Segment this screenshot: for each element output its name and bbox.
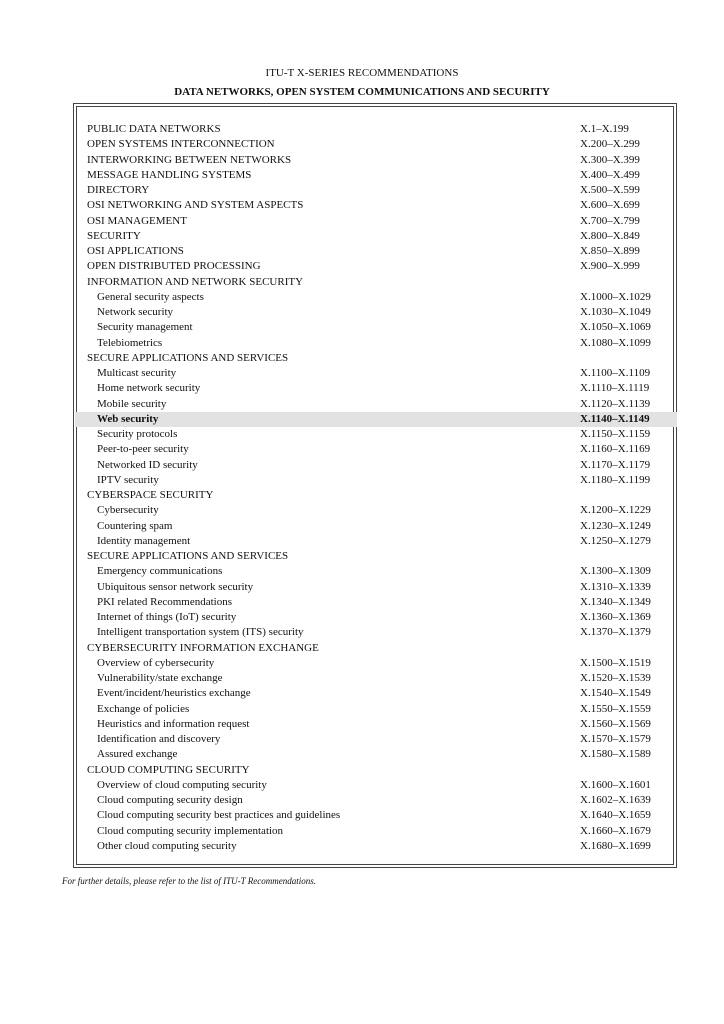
- table-row: [75, 458, 677, 473]
- table-row: [75, 747, 677, 762]
- table-row: [75, 366, 677, 381]
- row-range: X.1500–X.1519: [580, 656, 651, 669]
- row-range: X.1360–X.1369: [580, 611, 651, 623]
- row-label: INFORMATION AND NETWORK SECURITY: [87, 275, 304, 288]
- table-row: [75, 397, 677, 412]
- row-range: X.300–X.399: [580, 153, 640, 166]
- table-row: [75, 564, 677, 579]
- row-range: X.700–X.799: [580, 214, 640, 227]
- row-label: OSI APPLICATIONS: [87, 245, 184, 257]
- row-label: CYBERSPACE SECURITY: [87, 489, 214, 501]
- row-label: Overview of cloud computing security: [97, 778, 267, 791]
- row-range: X.1050–X.1069: [580, 321, 651, 334]
- row-range: X.1230–X.1249: [580, 519, 651, 532]
- row-range: X.1100–X.1109: [580, 367, 651, 379]
- row-range: X.500–X.599: [580, 184, 640, 196]
- table-row: [75, 503, 677, 518]
- table-row: [75, 595, 677, 610]
- row-label: Intelligent transportation system (ITS) security: [97, 626, 304, 639]
- row-label: MESSAGE HANDLING SYSTEMS: [87, 168, 252, 181]
- row-range: X.400–X.499: [580, 168, 640, 181]
- section-row: [75, 229, 677, 244]
- table-row: [75, 580, 677, 595]
- row-range: X.1300–X.1309: [580, 565, 651, 578]
- row-label: CLOUD COMPUTING SECURITY: [87, 763, 250, 776]
- section-row: [75, 351, 677, 366]
- row-label: Networked ID security: [97, 458, 198, 471]
- row-label: Cloud computing security implementation: [97, 824, 284, 837]
- table-row: [75, 808, 677, 823]
- section-row: [75, 214, 677, 229]
- table-row: [75, 381, 677, 396]
- row-label: SECURE APPLICATIONS AND SERVICES: [87, 550, 289, 562]
- row-range: X.1080–X.1099: [580, 336, 651, 349]
- row-label: Home network security: [97, 382, 201, 395]
- row-label: IPTV security: [97, 473, 159, 486]
- section-row: [75, 153, 677, 168]
- row-label: Cybersecurity: [97, 504, 159, 517]
- row-range: X.1150–X.1159: [580, 428, 651, 440]
- row-label: Multicast security: [97, 367, 177, 379]
- table-row: [75, 732, 677, 747]
- row-label: Event/incident/heuristics exchange: [97, 687, 251, 700]
- row-label: Heuristics and information request: [97, 717, 250, 730]
- row-range: X.1570–X.1579: [580, 733, 651, 745]
- table-row: [75, 793, 677, 808]
- row-range: X.1310–X.1339: [580, 580, 651, 593]
- section-row: [75, 183, 677, 198]
- row-label: Assured exchange: [97, 748, 178, 761]
- row-label: Telebiometrics: [97, 336, 163, 349]
- table-row: [75, 610, 677, 625]
- table-row: [75, 412, 677, 427]
- table-row: [75, 824, 677, 839]
- row-label: PKI related Recommendations: [97, 595, 233, 608]
- row-range: X.1580–X.1589: [580, 748, 651, 761]
- row-range: X.1030–X.1049: [580, 306, 651, 318]
- row-label: OSI MANAGEMENT: [87, 214, 187, 227]
- table-row: [75, 671, 677, 686]
- table-row: [75, 290, 677, 305]
- row-label: INTERWORKING BETWEEN NETWORKS: [87, 153, 292, 166]
- table-row: [75, 442, 677, 457]
- series-title: ITU-T X-SERIES RECOMMENDATIONS: [265, 67, 459, 79]
- row-range: X.600–X.699: [580, 199, 640, 212]
- table-row: [75, 702, 677, 717]
- row-range: X.1180–X.1199: [580, 473, 651, 486]
- row-label: Network security: [97, 306, 174, 318]
- section-row: [75, 198, 677, 213]
- table-row: [75, 305, 677, 320]
- row-label: CYBERSECURITY INFORMATION EXCHANGE: [87, 641, 319, 654]
- section-row: [75, 244, 677, 259]
- row-label: Cloud computing security best practices and guidelines: [97, 809, 341, 822]
- row-range: X.1660–X.1679: [580, 824, 651, 837]
- row-label: Vulnerability/state exchange: [97, 672, 223, 684]
- row-label: DIRECTORY: [87, 184, 150, 196]
- row-range: X.200–X.299: [580, 138, 640, 151]
- section-row: [75, 763, 677, 778]
- row-range: X.1140–X.1149: [580, 412, 650, 425]
- row-label: Countering spam: [97, 519, 173, 532]
- row-label: Identification and discovery: [97, 733, 221, 745]
- section-row: [75, 488, 677, 503]
- row-range: X.1340–X.1349: [580, 595, 651, 608]
- footer-note: For further details, please refer to the list of ITU-T Recommendations.: [62, 876, 316, 886]
- row-label: Peer-to-peer security: [97, 443, 189, 456]
- row-range: X.1200–X.1229: [580, 504, 651, 517]
- section-row: [75, 641, 677, 656]
- row-label: Identity management: [97, 534, 191, 547]
- row-range: X.850–X.899: [580, 245, 640, 257]
- section-row: [75, 259, 677, 274]
- row-range: X.1120–X.1139: [580, 397, 651, 410]
- row-label: Cloud computing security design: [97, 794, 243, 806]
- row-range: X.1600–X.1601: [580, 778, 651, 791]
- row-label: Mobile security: [97, 397, 167, 410]
- row-range: X.1000–X.1029: [580, 290, 651, 303]
- table-row: [75, 839, 677, 854]
- row-range: X.1–X.199: [580, 123, 629, 135]
- row-range: X.900–X.999: [580, 260, 640, 273]
- table-row: [75, 778, 677, 793]
- row-label: Exchange of policies: [97, 702, 190, 715]
- row-label: OPEN DISTRIBUTED PROCESSING: [87, 260, 261, 273]
- row-range: X.1680–X.1699: [580, 839, 651, 852]
- row-label: Security management: [97, 321, 193, 334]
- table-row: [75, 686, 677, 701]
- row-label: Security protocols: [97, 428, 178, 440]
- row-label: Emergency communications: [97, 565, 223, 578]
- row-label: SECURE APPLICATIONS AND SERVICES: [87, 351, 289, 364]
- row-range: X.1550–X.1559: [580, 702, 651, 715]
- row-label: Ubiquitous sensor network security: [97, 580, 254, 593]
- row-range: X.1160–X.1169: [580, 443, 651, 456]
- section-row: [75, 122, 677, 137]
- row-label: Internet of things (IoT) security: [97, 611, 237, 623]
- row-label: OPEN SYSTEMS INTERCONNECTION: [87, 138, 275, 151]
- row-range: X.1370–X.1379: [580, 626, 651, 639]
- table-row: [75, 320, 677, 335]
- section-row: [75, 549, 677, 564]
- row-range: X.1520–X.1539: [580, 672, 651, 684]
- row-range: X.1110–X.1119: [580, 382, 650, 395]
- row-range: X.1170–X.1179: [580, 458, 651, 471]
- table-row: [75, 473, 677, 488]
- table-row: [75, 625, 677, 640]
- row-label: General security aspects: [97, 290, 204, 303]
- table-row: [75, 717, 677, 732]
- section-row: [75, 275, 677, 290]
- table-row: [75, 336, 677, 351]
- row-range: X.1640–X.1659: [580, 809, 651, 822]
- section-row: [75, 168, 677, 183]
- row-label: Other cloud computing security: [97, 839, 237, 852]
- page-subtitle: DATA NETWORKS, OPEN SYSTEM COMMUNICATIONS AND SECURITY: [174, 86, 550, 98]
- row-label: PUBLIC DATA NETWORKS: [87, 123, 221, 135]
- row-range: X.1250–X.1279: [580, 534, 651, 547]
- table-row: [75, 519, 677, 534]
- table-row: [75, 656, 677, 671]
- row-range: X.1602–X.1639: [580, 794, 651, 806]
- table-row: [75, 534, 677, 549]
- row-range: X.1560–X.1569: [580, 717, 651, 730]
- row-range: X.1540–X.1549: [580, 687, 651, 700]
- recommendations-list: [75, 122, 677, 854]
- row-label: OSI NETWORKING AND SYSTEM ASPECTS: [87, 199, 304, 212]
- row-range: X.800–X.849: [580, 229, 640, 242]
- table-row: [75, 427, 677, 442]
- row-label: Web security: [97, 412, 159, 425]
- row-label: SECURITY: [87, 229, 141, 242]
- section-row: [75, 137, 677, 152]
- row-label: Overview of cybersecurity: [97, 656, 215, 669]
